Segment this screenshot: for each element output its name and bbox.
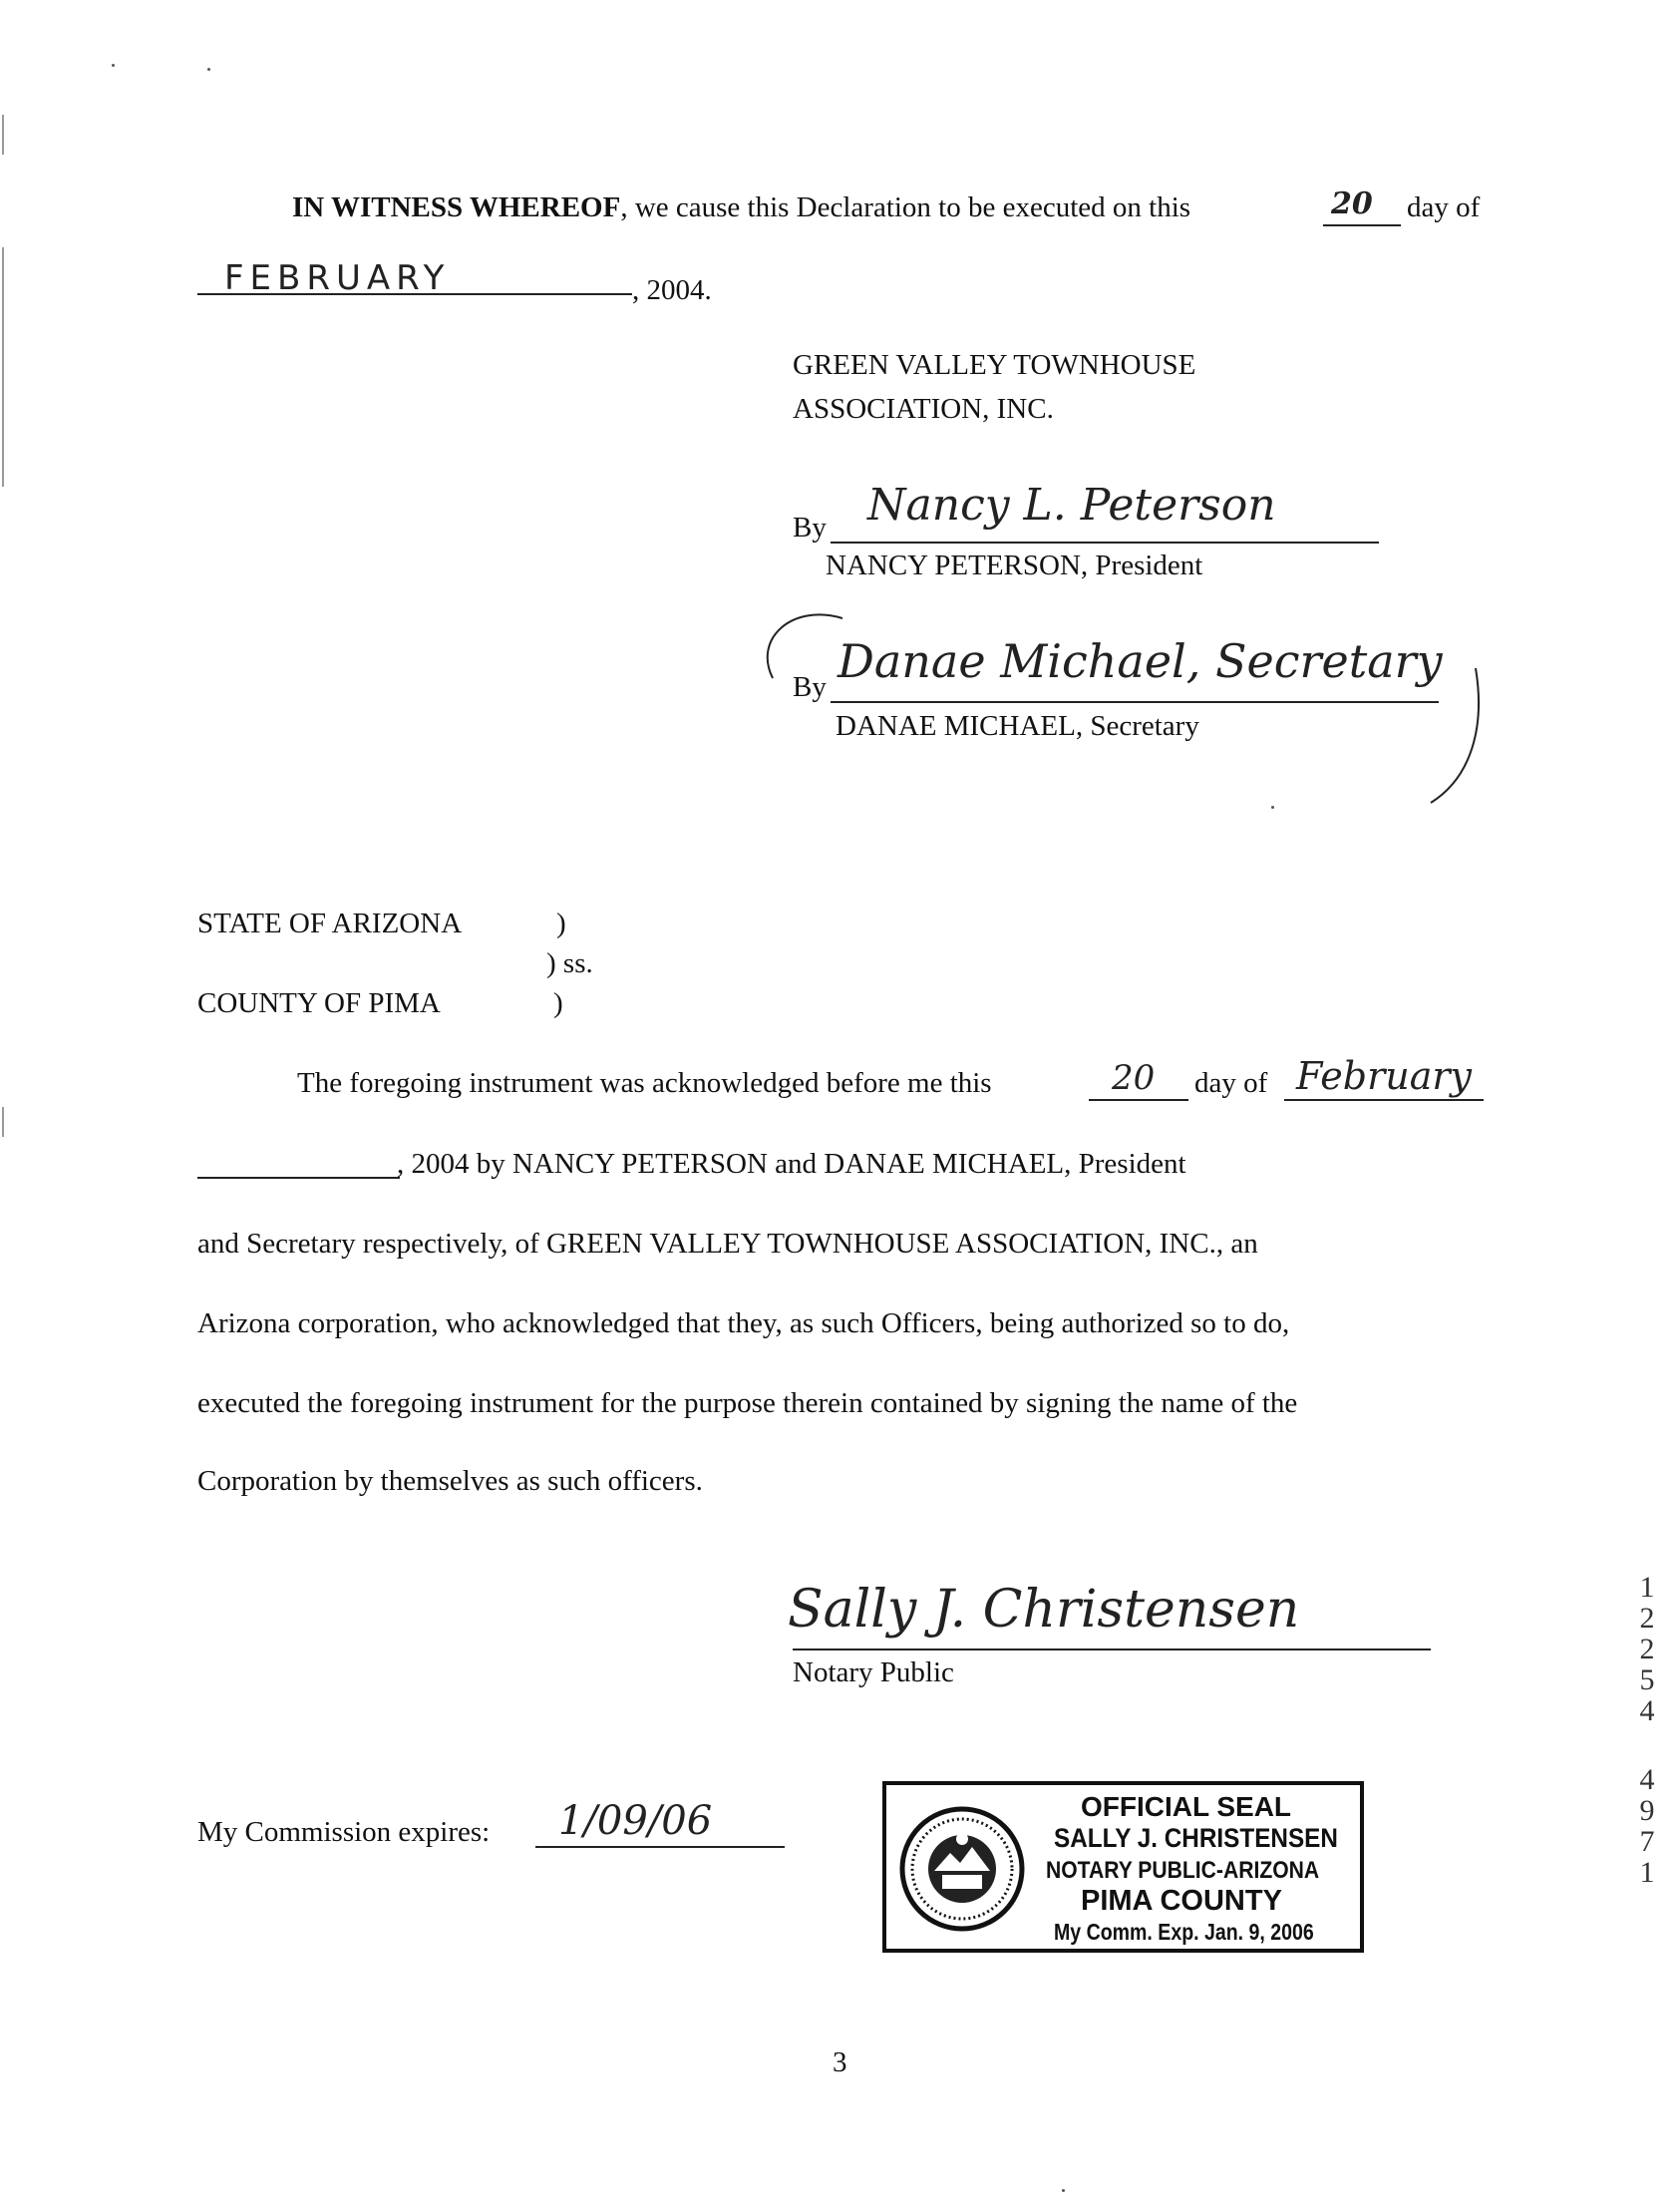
- scan-dot: [112, 64, 115, 67]
- seal-line1: OFFICIAL SEAL: [1081, 1791, 1292, 1822]
- witness-month-handwritten: FEBRUARY: [224, 258, 451, 298]
- signature2-handwritten: Danae Michael, Secretary: [838, 634, 1443, 688]
- signature2-printed: DANAE MICHAEL, Secretary: [836, 710, 1199, 742]
- venue-state: STATE OF ARIZONA: [197, 908, 463, 939]
- commission-date-handwritten: 1/09/06: [558, 1798, 713, 1844]
- ack-line2: , 2004 by NANCY PETERSON and DANAE MICHAEL, President: [397, 1148, 1186, 1180]
- day-underline: [1323, 224, 1401, 226]
- venue-paren-top: ): [556, 908, 566, 939]
- commission-label: My Commission expires:: [197, 1816, 491, 1848]
- venue-ss: ) ss.: [546, 947, 593, 979]
- ack-line1: The foregoing instrument was acknowledged before me this: [297, 1067, 992, 1099]
- ack-line3: and Secretary respectively, of GREEN VALLEY TOWNHOUSE ASSOCIATION, INC., an: [197, 1228, 1258, 1260]
- association-line1: GREEN VALLEY TOWNHOUSE: [793, 349, 1196, 381]
- venue-paren-bottom: ): [553, 987, 563, 1019]
- margin-number: 5: [1639, 1663, 1655, 1696]
- notary-signature-handwritten: Sally J. Christensen: [788, 1580, 1300, 1640]
- margin-number: 7: [1639, 1825, 1655, 1858]
- scan-dot: [1062, 2189, 1065, 2192]
- official-seal-stamp: [882, 1781, 1364, 1953]
- scan-mark: [2, 247, 4, 487]
- signature1-handwritten: Nancy L. Peterson: [867, 480, 1276, 531]
- ack-line4: Arizona corporation, who acknowledged that they, as such Officers, being authorized so to do,: [197, 1307, 1290, 1339]
- witness-day-handwritten: 20: [1331, 186, 1373, 221]
- witness-lead: IN WITNESS WHEREOF: [292, 191, 621, 223]
- signature1-by: By: [793, 512, 827, 544]
- seal-line5: My Comm. Exp. Jan. 9, 2006: [1054, 1919, 1314, 1945]
- ack-day-of: day of: [1194, 1067, 1268, 1099]
- witness-text: , we cause this Declaration to be executed on this: [620, 191, 1191, 223]
- notary-label: Notary Public: [793, 1656, 954, 1688]
- margin-number: 1: [1639, 1856, 1655, 1889]
- margin-number: 2: [1639, 1633, 1655, 1665]
- margin-number: 2: [1639, 1602, 1655, 1635]
- scan-mark: [2, 115, 4, 155]
- margin-number: 4: [1639, 1763, 1655, 1796]
- ack-line6: Corporation by themselves as such officers.: [197, 1465, 703, 1497]
- ack-month-handwritten: February: [1296, 1054, 1473, 1098]
- ack-month-underline: [1284, 1099, 1484, 1101]
- notary-signature-line: [793, 1648, 1431, 1650]
- venue-county: COUNTY OF PIMA: [197, 987, 441, 1019]
- ack-line2-underline: [197, 1177, 400, 1179]
- seal-line4: PIMA COUNTY: [1081, 1885, 1282, 1917]
- page-number: 3: [833, 2046, 847, 2078]
- ack-line5: executed the foregoing instrument for the purpose therein contained by signing the name of the: [197, 1387, 1298, 1419]
- signature2-by: By: [793, 671, 827, 703]
- scan-dot: [207, 68, 210, 71]
- signature1-line: [831, 542, 1379, 544]
- arizona-seal-emblem-icon: [898, 1805, 1026, 1933]
- margin-number: 4: [1639, 1694, 1655, 1727]
- ack-day-handwritten: 20: [1112, 1058, 1156, 1098]
- witness-line: [292, 193, 1190, 222]
- association-line2: ASSOCIATION, INC.: [793, 393, 1054, 425]
- ack-day-underline: [1089, 1099, 1188, 1101]
- commission-underline: [535, 1846, 785, 1848]
- witness-year: , 2004.: [632, 274, 712, 306]
- seal-line2: SALLY J. CHRISTENSEN: [1054, 1823, 1338, 1853]
- seal-line3: NOTARY PUBLIC-ARIZONA: [1046, 1857, 1320, 1884]
- scan-mark: [2, 1107, 4, 1137]
- signature1-printed: NANCY PETERSON, President: [826, 549, 1203, 581]
- witness-day-of: day of: [1407, 191, 1481, 223]
- margin-number: 1: [1639, 1571, 1655, 1604]
- margin-number: 9: [1639, 1794, 1655, 1827]
- signature2-flourish: [753, 598, 1501, 818]
